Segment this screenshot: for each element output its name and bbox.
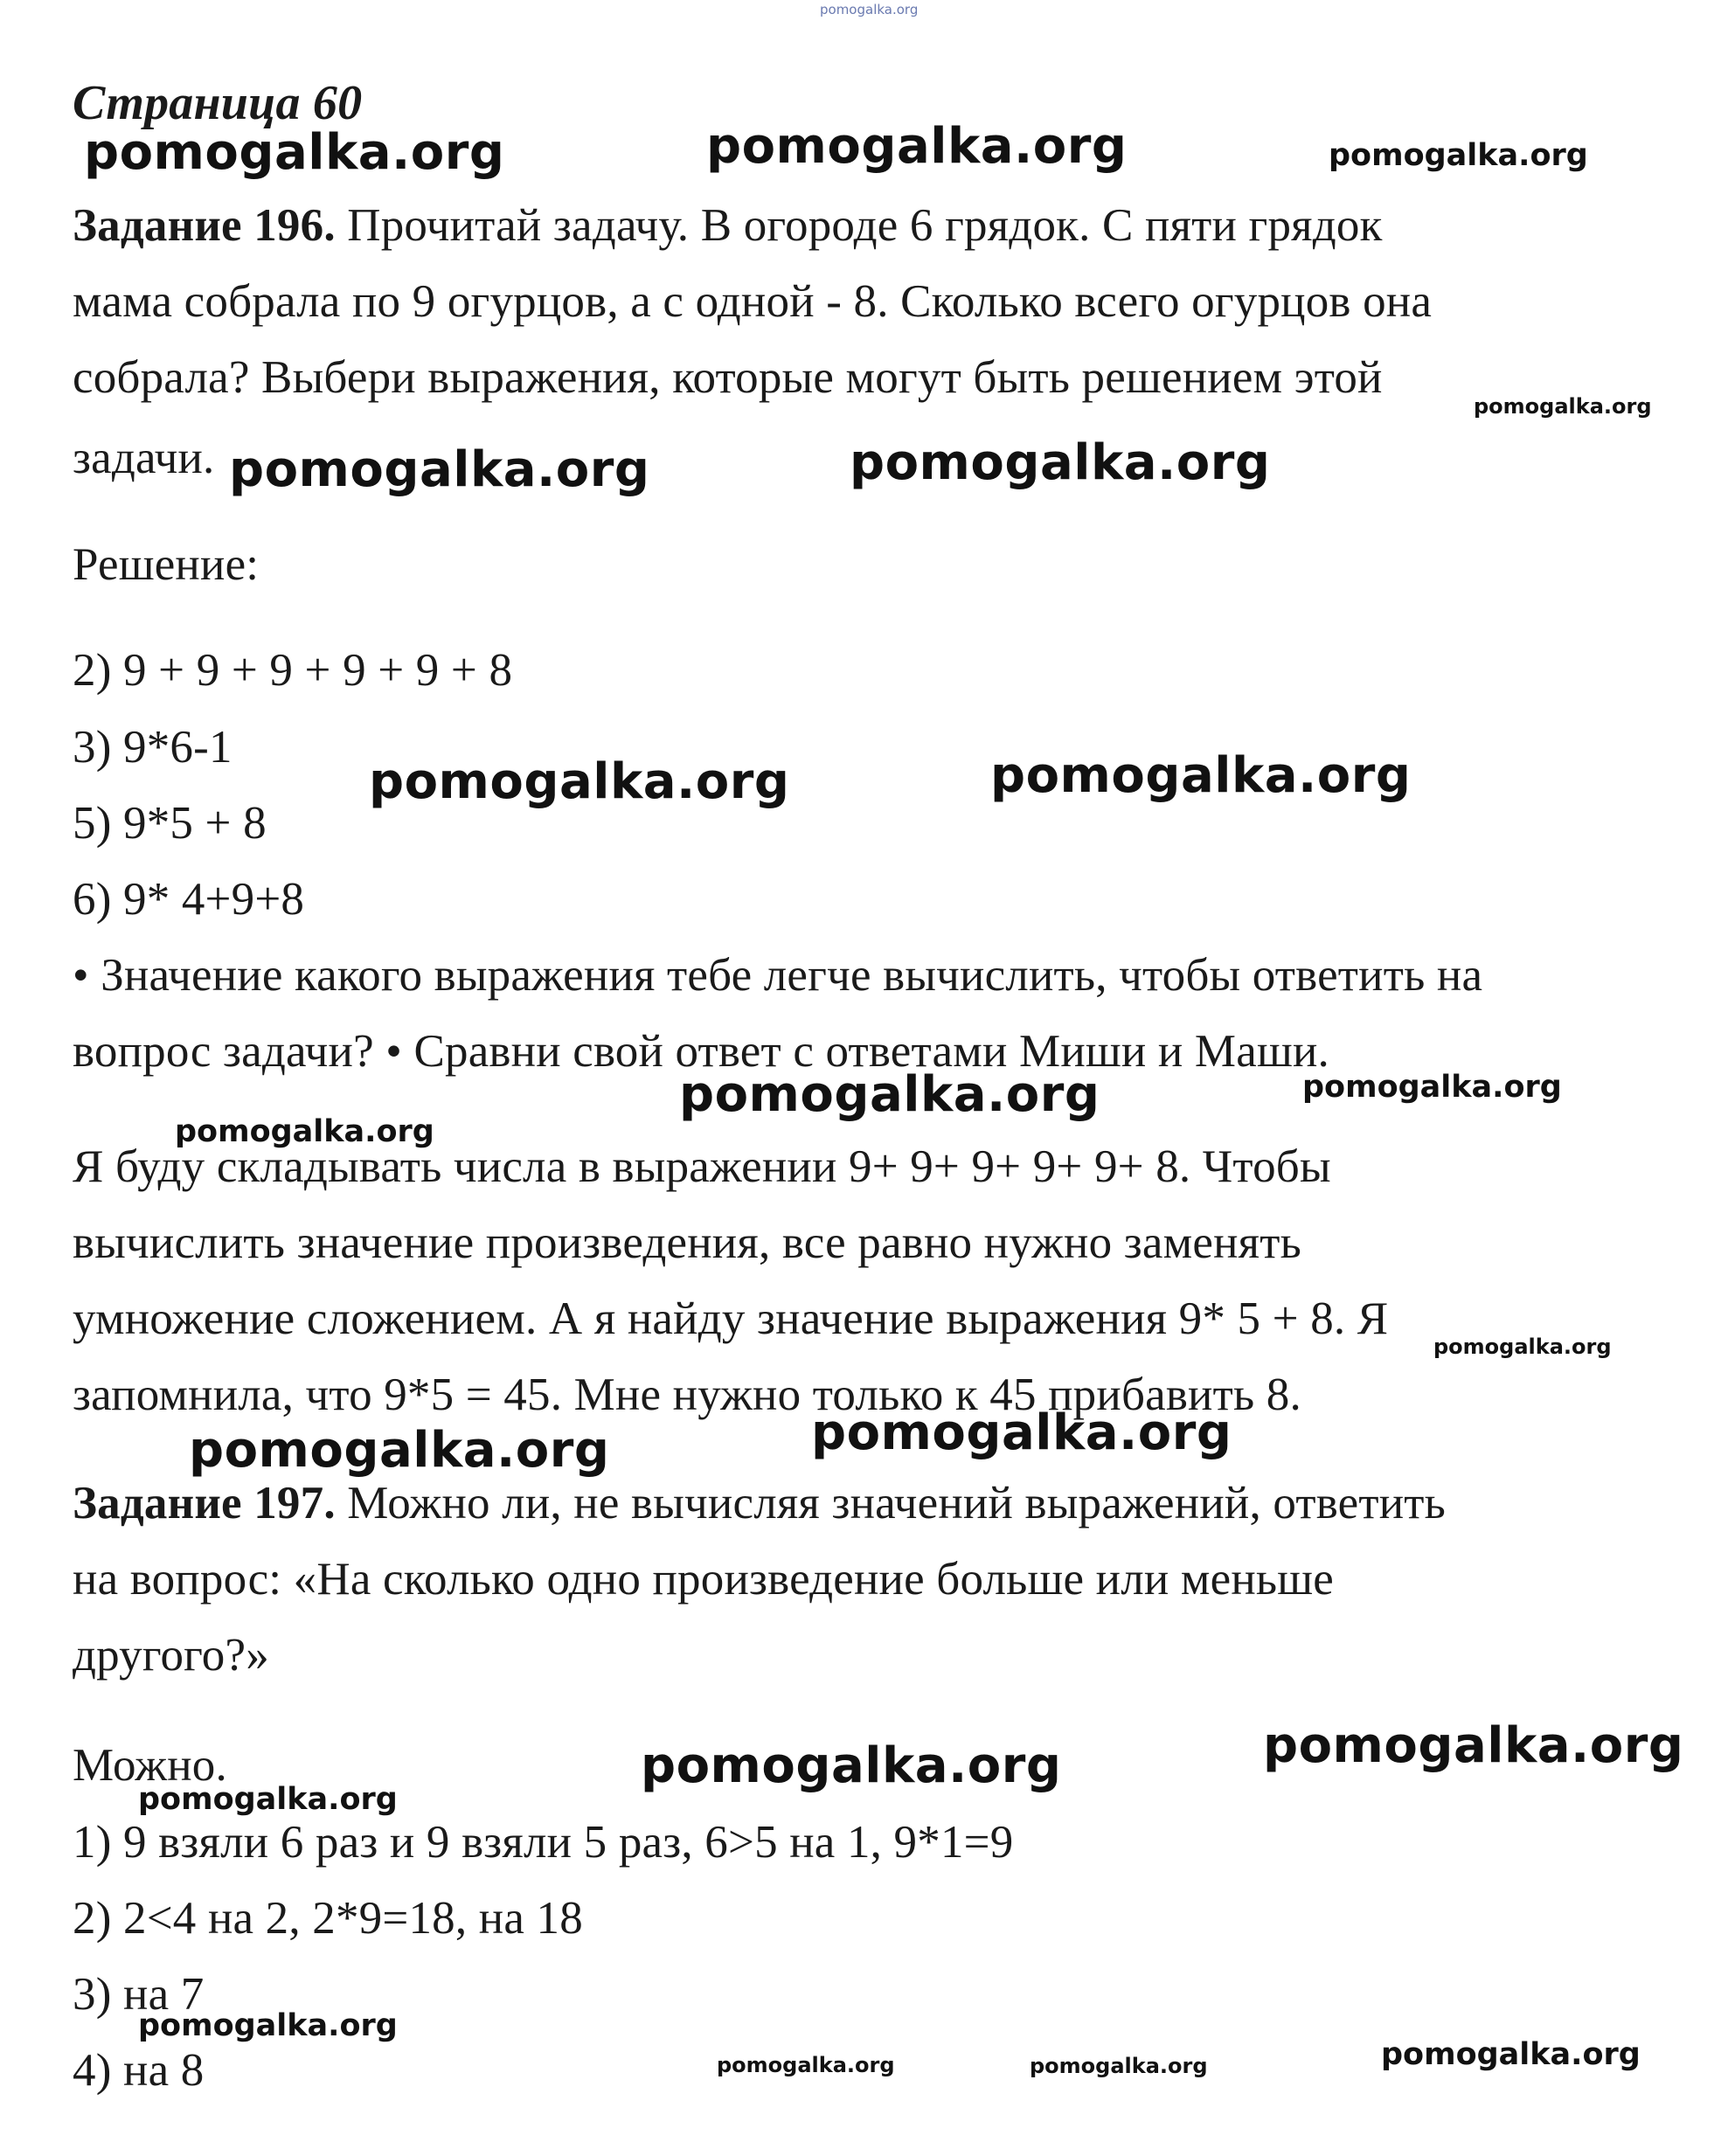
watermark: pomogalka.org: [706, 118, 1128, 175]
task196-text: Прочитай задачу. В огороде 6 грядок. С пяти грядок: [335, 200, 1383, 251]
solution-label: Решение:: [73, 539, 260, 590]
watermark: pomogalka.org: [229, 441, 650, 498]
answer-line: умножение сложением. А я найду значение выражения 9* 5 + 8. Я: [73, 1293, 1389, 1344]
option-item: 6) 9* 4+9+8: [73, 874, 305, 925]
task196-label: Задание 196.: [73, 200, 336, 251]
watermark: pomogalka.org: [1381, 2037, 1641, 2072]
watermark: pomogalka.org: [811, 1404, 1232, 1461]
watermark: pomogalka.org: [84, 124, 505, 181]
watermark: pomogalka.org: [138, 2008, 398, 2043]
page-title: Страница 60: [73, 76, 363, 130]
watermark: pomogalka.org: [1474, 394, 1652, 419]
item197: 4) на 8: [73, 2045, 205, 2096]
watermark: pomogalka.org: [175, 1114, 434, 1149]
option-item: 5) 9*5 + 8: [73, 798, 267, 849]
watermark: pomogalka.org: [1302, 1070, 1562, 1105]
answer197: Можно.: [73, 1740, 227, 1791]
task196-line1: [73, 199, 1383, 252]
question-line: вопрос задачи? • Сравни свой ответ с ответами Миши и Маши.: [73, 1026, 1329, 1077]
task197-text: Можно ли, не вычисляя значений выражений, ответить: [335, 1478, 1447, 1529]
watermark: pomogalka.org: [189, 1422, 610, 1479]
item197: 3) на 7: [73, 1969, 205, 2020]
answer-line: вычислить значение произведения, все равно нужно заменять: [73, 1217, 1301, 1268]
watermark: pomogalka.org: [1263, 1717, 1684, 1774]
watermark: pomogalka.org: [717, 2053, 895, 2077]
task196-line3: собрала? Выбери выражения, которые могут быть решением этой: [73, 352, 1383, 403]
task197-line2: на вопрос: «На сколько одно произведение больше или меньше: [73, 1554, 1335, 1605]
watermark: pomogalka.org: [1030, 2054, 1208, 2078]
task196-line2: мама собрала по 9 огурцов, а с одной - 8. Сколько всего огурцов она: [73, 276, 1433, 327]
watermark: pomogalka.org: [990, 747, 1412, 804]
watermark: pomogalka.org: [1433, 1335, 1612, 1359]
option-item: 3) 9*6-1: [73, 722, 232, 773]
item197: 1) 9 взяли 6 раз и 9 взяли 5 раз, 6>5 на 1, 9*1=9: [73, 1817, 1014, 1868]
watermark-top: pomogalka.org: [820, 2, 919, 17]
watermark: pomogalka.org: [850, 434, 1271, 491]
watermark: pomogalka.org: [369, 753, 790, 810]
answer-line: Я буду складывать числа в выражении 9+ 9+ 9+ 9+ 9+ 8. Чтобы: [73, 1141, 1331, 1192]
watermark: pomogalka.org: [138, 1782, 398, 1817]
task197-label: Задание 197.: [73, 1478, 336, 1529]
option-item: 2) 9 + 9 + 9 + 9 + 9 + 8: [73, 645, 513, 696]
watermark: pomogalka.org: [1329, 138, 1588, 173]
question-line: • Значение какого выражения тебе легче вычислить, чтобы ответить на: [73, 950, 1483, 1001]
item197: 2) 2<4 на 2, 2*9=18, на 18: [73, 1893, 583, 1944]
watermark: pomogalka.org: [641, 1737, 1062, 1794]
task196-line4: задачи.: [73, 433, 215, 483]
answer-line: запомнила, что 9*5 = 45. Мне нужно только к 45 прибавить 8.: [73, 1369, 1301, 1420]
task197-line3: другого?»: [73, 1630, 269, 1681]
task197-line1: [73, 1477, 1446, 1529]
watermark: pomogalka.org: [679, 1066, 1100, 1123]
